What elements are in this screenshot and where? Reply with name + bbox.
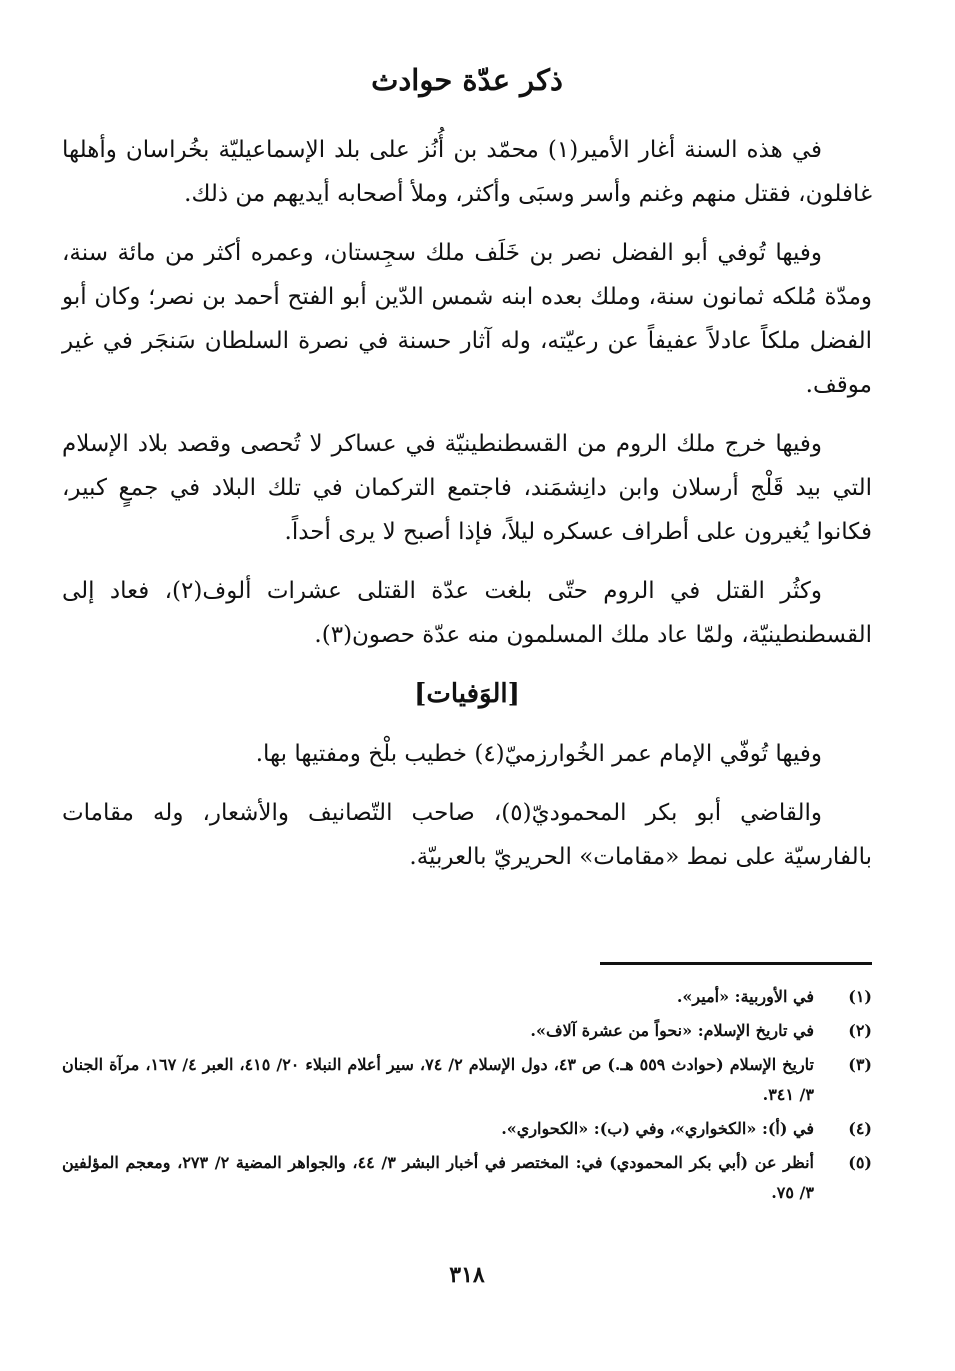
footnote-1 [62,982,872,1012]
footnote-4 [62,1114,872,1144]
footnote-text: تاريخ الإسلام (حوادث ٥٥٩ هـ.) ص ٤٣، دول الإسلام ٢/ ٧٤، سير أعلام النبلاء ٢٠/ ٤١٥، العبر ٤/ ١٦٧، مرآة الجنان ٣/ ٣٤١. [62,1055,815,1104]
section-title: ذكر عدّة حوادث [371,63,563,97]
footnote-text: في تاريخ الإسلام: «نحواً من عشرة آلاف». [530,1021,814,1040]
footnote-2 [62,1016,872,1046]
paragraph-1: في هذه السنة أغار الأمير(١) محمّد بن أُنُز على بلد الإسماعيليّة بخُراسان وأهلها غافلون، فقتل منهم وغنم وأسر وسبَى وأكثر، وملأ أصحابه أيديهم من ذلك. [62,137,872,207]
footnote-number: (٥) [848,1153,872,1172]
footnotes [62,982,872,1212]
paragraph-4: وكثُر القتل في الروم حتّى بلغت عدّة القتلى عشرات ألوف(٢)، فعاد إلى القسطنطينيّة، ولمّا عاد ملك المسلمون منه عدّة حصون(٣). [62,578,872,648]
paragraph-5: وفيها تُوفّي الإمام عمر الخُوارزميّ(٤) خطيب بلْخ ومفتيها بها. [255,741,822,767]
footnote-text: في الأوربية: «أمير». [676,987,814,1006]
footnote-text: أنظر عن (أبي بكر المحمودي) في: المختصر في أخبار البشر ٣/ ٤٤، والجواهر المضية ٢/ ٢٧٣، ومعجم المؤلفين ٣/ ٧٥. [62,1153,815,1202]
page [62,0,872,1371]
main-text [62,128,872,894]
paragraph-2: وفيها تُوفي أبو الفضل نصر بن خَلَف ملك سجِستان، وعمره أكثر من مائة سنة، ومدّة مُلكه ثمانون سنة، وملك بعده ابنه شمس الدّين أبو الفتح أحمد بن نصر؛ وكان أبو الفضل ملكاً عادلاً عفيفاً عن رعيّته، وله آثار حسنة في نصرة السلطان سَنجَر في غير موقف. [62,240,872,398]
footnote-3 [62,1050,872,1110]
footnote-number: (٢) [848,1021,872,1040]
paragraph-6: والقاضي أبو بكر المحموديّ(٥)، صاحب التّصانيف والأشعار، وله مقامات بالفارسيّة على نمط «مقامات» الحريريّ بالعربيّة. [62,800,872,870]
page-number: ٣١٨ [449,1262,485,1288]
footnote-text: في (أ): «الكخواري»، وفي (ب): «الكحواري». [501,1119,814,1138]
footnote-divider [600,962,872,965]
subheading-deaths: [الوَفيات] [414,679,520,709]
paragraph-3: وفيها خرج ملك الروم من القسطنطينيّة في عساكر لا تُحصى وقصد بلاد الإسلام التي بيد قَلْج أرسلان وابن دانِشمَند، فاجتمع التركمان في تلك البلاد في جمعٍ كبير، فكانوا يُغيرون على أطراف عسكره ليلاً، فإذا أصبح لا يرى أحداً. [62,431,872,545]
footnote-number: (١) [848,987,872,1006]
footnote-number: (٣) [848,1055,872,1074]
footnote-number: (٤) [848,1119,872,1138]
footnote-5 [62,1148,872,1208]
